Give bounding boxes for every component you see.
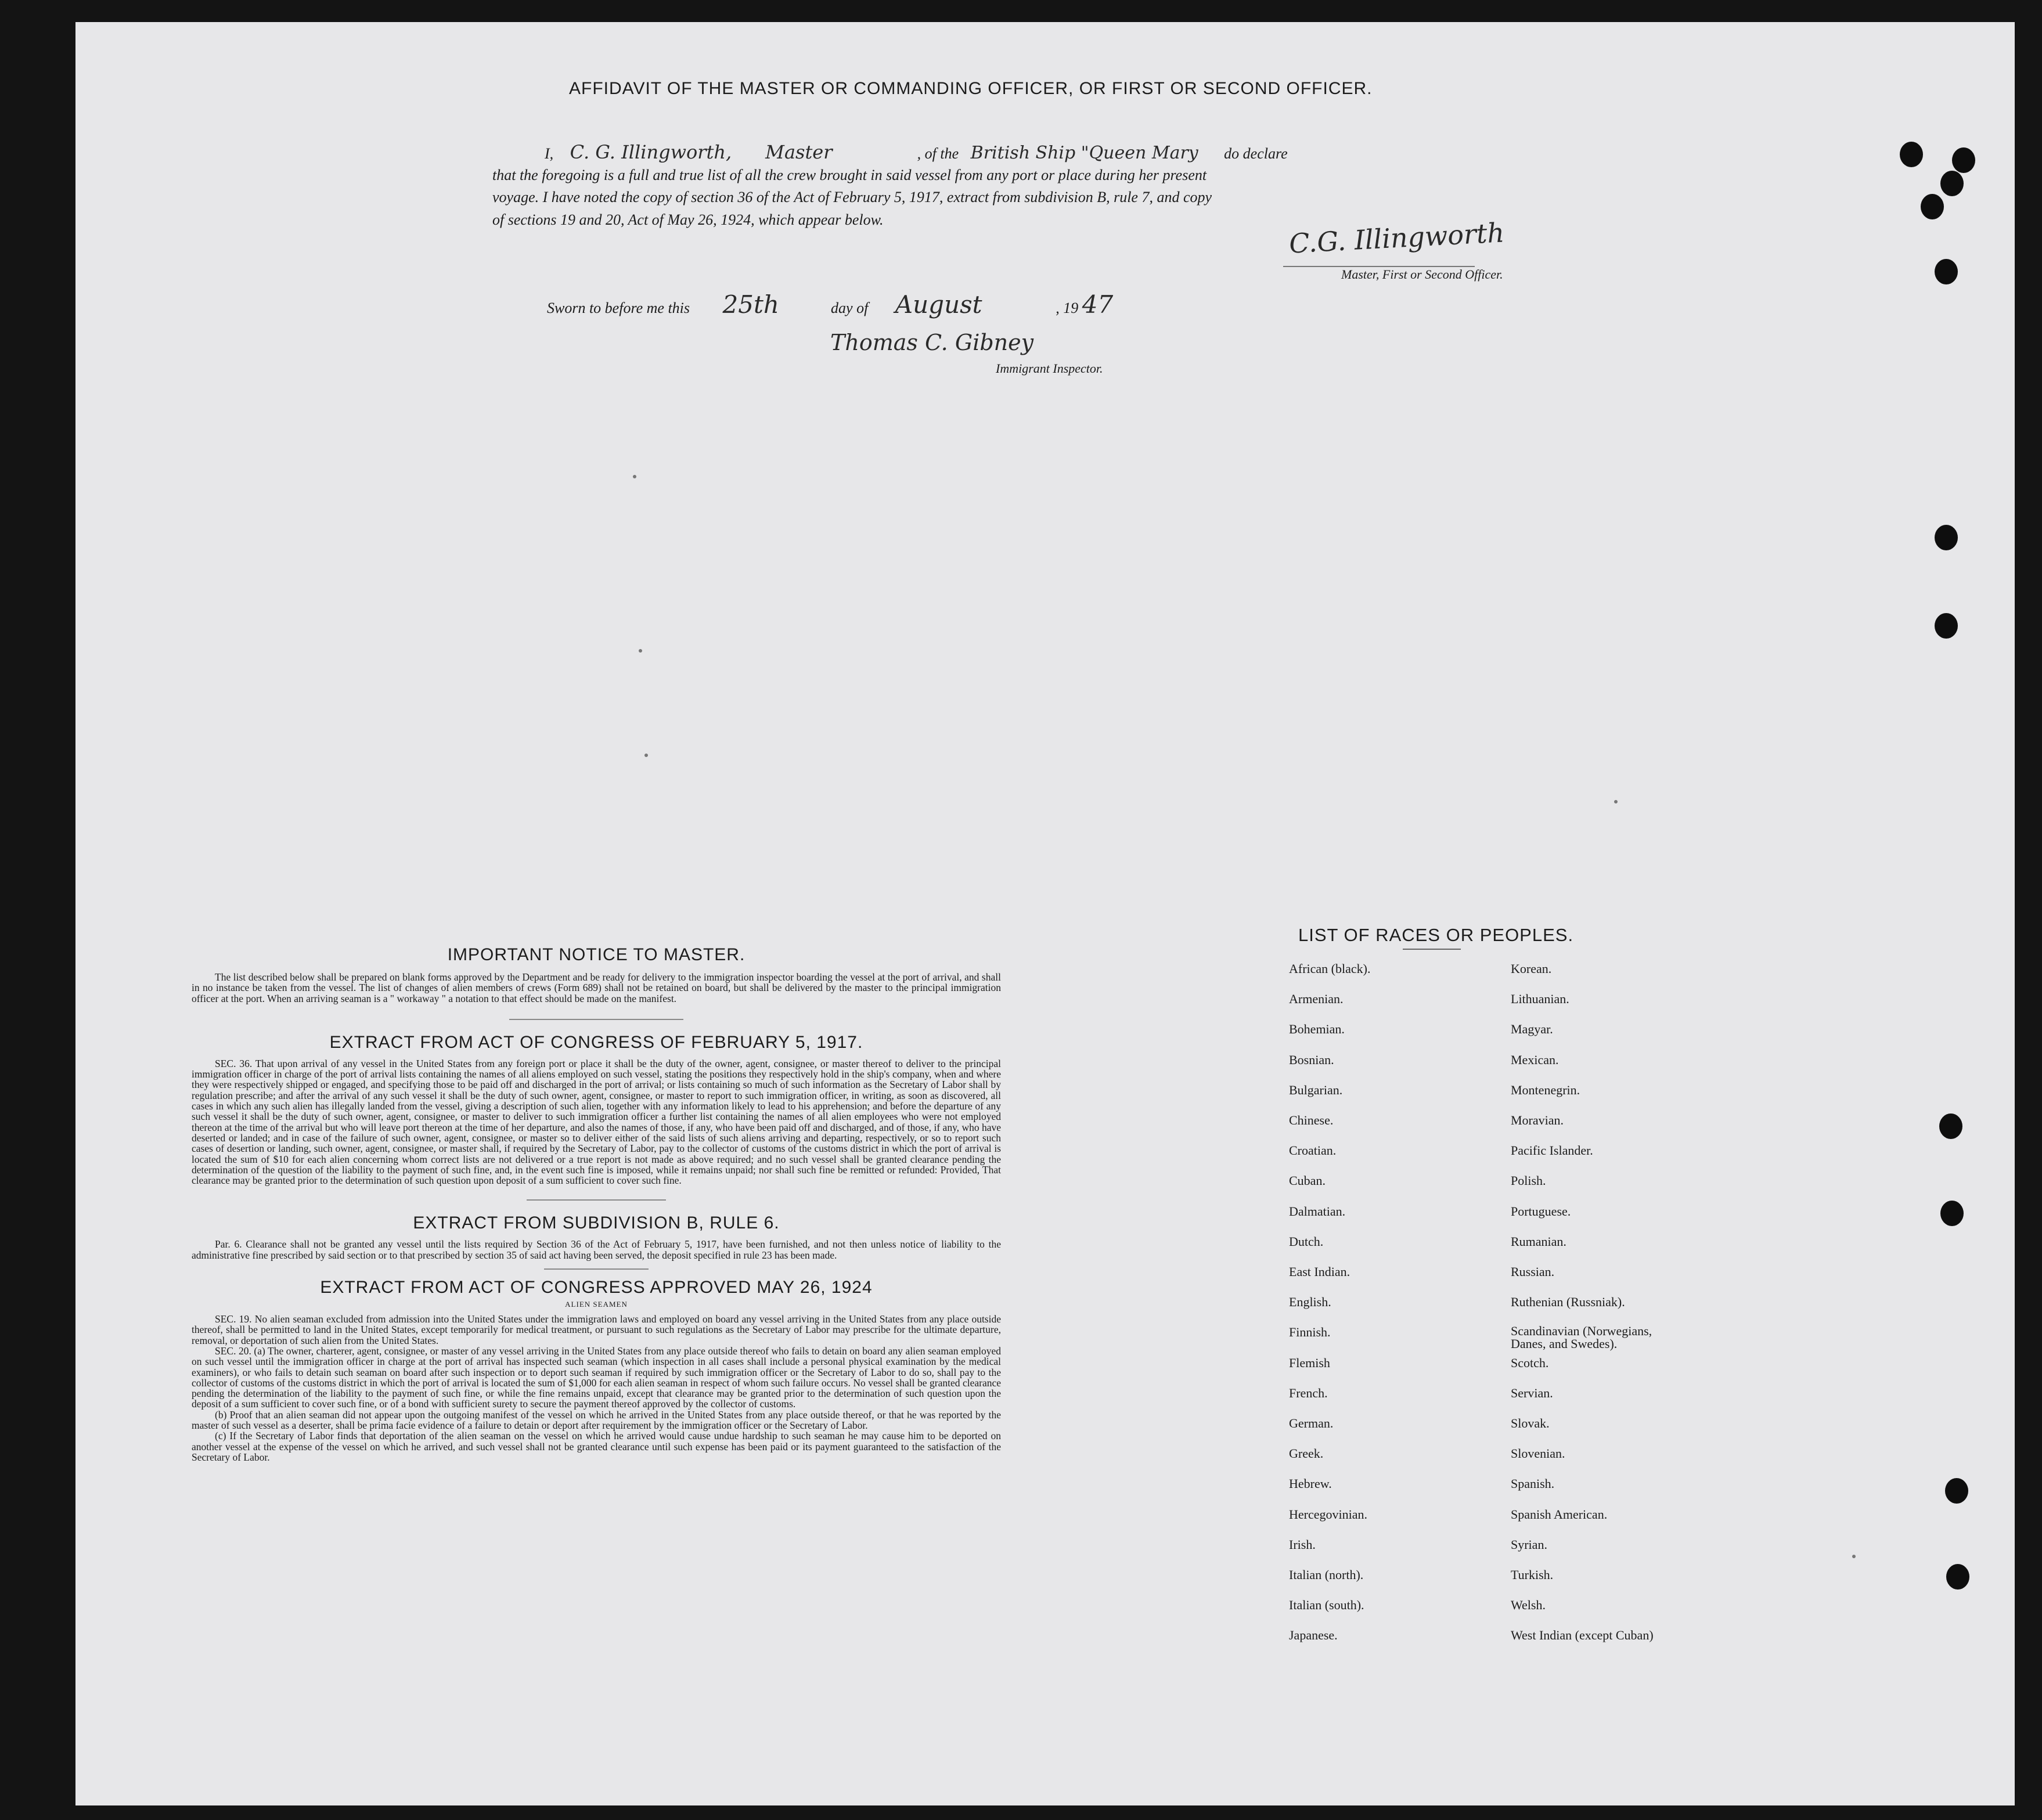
punch-hole (1952, 147, 1975, 173)
notice-paragraph: The list described below shall be prepared on blank forms approved by the Department and be ready for delivery to the immigration inspector boarding the vessel at the port of arrival, and shall in no instance be taken from the vessel. The list of changes of alien members of crews (Form 689) shall not be retained on board, but shall be delivered by the master to the principal immigration officer at the port. When an arriving seaman is a " workaway " a notation to that effect should be made on the manifest. (192, 971, 1001, 1004)
race-item-left: Greek. (1289, 1446, 1324, 1461)
race-item-left: Croatian. (1289, 1143, 1337, 1158)
subdivision-b-paragraph: Par. 6. Clearance shall not be granted any vessel until the lists required by Section 36 of the Act of February 5, 1917, have been furnished, and not then unless notice of liability to the administrative fine prescribed by said section or to that prescribed by section 35 of said act having been served, the deposit specified in rule 23 has been made. (192, 1238, 1001, 1261)
divider-2 (527, 1199, 666, 1201)
sworn-line (547, 290, 1113, 319)
race-item-right: Russian. (1511, 1264, 1555, 1279)
race-item-left: East Indian. (1289, 1264, 1350, 1279)
races-title: LIST OF RACES OR PEOPLES. (1298, 925, 1574, 945)
notice-text (192, 972, 1001, 1004)
stray-mark (1852, 1555, 1856, 1558)
punch-hole (1946, 1564, 1969, 1590)
extract-1917-title: EXTRACT FROM ACT OF CONGRESS OF FEBRUARY 5, 1917. (329, 1032, 863, 1052)
do-declare-label: do declare (1224, 145, 1288, 162)
extract-1917-text (192, 1058, 1001, 1186)
sec-19-paragraph: SEC. 19. No alien seaman excluded from admission into the United States under the immigration laws and employed on board any vessel arriving in the United States from any place outside thereof, shall be permitted to land in the United States, except temporarily for medical treatment, or pursuant to such regulations as the Secretary of Labor may prescribe for the ultimate departure, removal, or deportation of such alien from the United States. (192, 1313, 1001, 1346)
race-item-right: Moravian. (1511, 1113, 1564, 1127)
race-item-right: Slovenian. (1511, 1446, 1565, 1461)
race-item-right: Spanish. (1511, 1476, 1555, 1491)
race-item-right: Slovak. (1511, 1416, 1550, 1430)
race-item-left: French. (1289, 1385, 1328, 1400)
punch-hole (1945, 1478, 1968, 1504)
race-item-left: Flemish (1289, 1355, 1330, 1370)
races-title-underline (1403, 949, 1461, 950)
affidavit-title: AFFIDAVIT OF THE MASTER OR COMMANDING OFFICER, OR FIRST OR SECOND OFFICER. (569, 79, 1373, 98)
notice-title: IMPORTANT NOTICE TO MASTER. (447, 945, 746, 964)
punch-hole (1900, 142, 1923, 167)
sworn-label: Sworn to before me this (547, 300, 690, 316)
rank-handwritten: Master (765, 141, 833, 163)
race-item-left: German. (1289, 1416, 1334, 1430)
year-printed: , 19 (1056, 300, 1079, 316)
extract-1924-subtitle: ALIEN SEAMEN (565, 1300, 628, 1309)
affidavit-line-2: that the foregoing is a full and true list of all the crew brought in said vessel from any port or place during her present (492, 167, 1207, 183)
race-item-right: Scotch. (1511, 1355, 1549, 1370)
of-the-label: , of the (917, 145, 959, 162)
race-item-left: Irish. (1289, 1537, 1316, 1552)
punch-hole (1935, 259, 1958, 284)
extract-1917-paragraph: SEC. 36. That upon arrival of any vessel in the United States from any foreign port or place it shall be the duty of the owner, agent, consignee, or master thereof to deliver to the principal immigration officer in charge of the port of arrival lists containing the names of all aliens employed on such vessel, stating the positions they respectively hold in the ship's company, when and where they were respectively shipped or engaged, and specifying those to be paid off and discharged in the port of arrival; or lists containing so much of such information as the Secretary of Labor shall by regulation prescribe; and after the arrival of any such vessel it shall be the duty of such owner, agent, consignee, or master to report to such immigration officer, in writing, as soon as discovered, all cases in which any such alien has illegally landed from the vessel, giving a description of such alien, together with any information likely to lead to his apprehension; and before the departure of any such vessel it shall be the duty of such owner, agent, consignee, or master to deliver to such immigration officer a further list containing the names of all alien employees who were not employed thereon at the time of the arrival but who will leave port thereon at the time of her departure, and also the names of those, if any, who have been paid off and discharged, and of those, if any, who have deserted or landed; and in case of the failure of such owner, agent, consignee, or master so to deliver either of the said lists of such aliens arriving and departing, respectively, or so to report such cases of desertion or landing, such owner, agent, consignee, or master shall, if required by the Secretary of Labor, pay to the collector of customs of the customs district in which the port of arrival is located the sum of $10 for each alien concerning whom correct lists are not delivered or a true report is not made as above required; and no such vessel shall be granted clearance pending the determination of the question of the liability to the payment of such fine, and, in the event such fine is imposed, while it remains unpaid; nor shall such fine be remitted or refunded: Provided, That clearance may be granted prior to the determination of such question upon deposit of a sum sufficient to cover such fine. (192, 1057, 1001, 1187)
affidavit-line-1 (545, 141, 1288, 163)
race-item-left: English. (1289, 1295, 1331, 1310)
sworn-month-handwritten: August (895, 290, 982, 319)
punch-hole (1939, 1113, 1962, 1139)
race-item-left: Italian (south). (1289, 1598, 1364, 1613)
race-item-left: Finnish. (1289, 1325, 1331, 1340)
race-item-right: Portuguese. (1511, 1203, 1571, 1219)
race-item-right: Montenegrin. (1511, 1082, 1580, 1097)
year-handwritten: 47 (1082, 290, 1114, 319)
race-item-left: Hebrew. (1289, 1476, 1332, 1491)
race-item-right: Mexican. (1511, 1052, 1559, 1067)
stray-mark (644, 754, 648, 757)
declarant-name-handwritten: C. G. Illingworth, (570, 141, 732, 163)
race-item-right: Lithuanian. (1511, 992, 1569, 1007)
race-item-right: Turkish. (1511, 1567, 1554, 1582)
race-item-right: Ruthenian (Russniak). (1511, 1295, 1625, 1310)
race-item-right: Pacific Islander. (1511, 1143, 1593, 1158)
punch-hole (1940, 171, 1964, 196)
race-item-right: Korean. (1511, 961, 1552, 976)
race-item-right: West Indian (except Cuban) (1511, 1628, 1654, 1643)
prefix-i: I, (545, 145, 554, 162)
document-page (75, 22, 2015, 1805)
race-item-right: Spanish American. (1511, 1507, 1608, 1522)
race-item-left: Bohemian. (1289, 1022, 1345, 1037)
affidavit-line-4: of sections 19 and 20, Act of May 26, 1924, which appear below. (492, 211, 884, 228)
race-item-right: Rumanian. (1511, 1234, 1566, 1249)
subdivision-b-title: EXTRACT FROM SUBDIVISION B, RULE 6. (413, 1213, 780, 1233)
race-item-right: Servian. (1511, 1385, 1553, 1400)
inspector-caption: Immigrant Inspector. (996, 361, 1103, 376)
divider-3 (544, 1268, 649, 1270)
master-signature: C.G. Illingworth (1288, 217, 1506, 260)
race-item-right: Magyar. (1511, 1022, 1553, 1037)
punch-hole (1935, 613, 1958, 639)
race-item-left: Dutch. (1289, 1234, 1324, 1249)
race-item-left: Cuban. (1289, 1173, 1326, 1188)
inspector-signature: Thomas C. Gibney (830, 330, 1034, 355)
sec-20a-paragraph: SEC. 20. (a) The owner, charterer, agent, consignee, or master of any vessel arriving in the United States from any place outside thereof who fails to detain on board any alien seaman employed on such vessel until the immigration officer in charge at the port of arrival has inspected such seaman (which inspection in all cases shall include a personal physical examination by the medical examiners), or who fails to detain such seaman on board after such inspection or to deport such seaman if required by such immigration officer or the Secretary of Labor to do so, shall pay to the collector of customs of the customs district in which the port of arrival is located the sum of $1,000 for each alien seaman in respect of whom such failure occurs. No vessel shall be granted clearance pending the determination of the liability to the payment of such fine, or while the fine remains unpaid, except that clearance may be granted prior to the determination of such question upon the deposit of a sum sufficient to cover such fine, or of a bond with sufficient surety to secure the payment thereof approved by the collector of customs. (192, 1345, 1001, 1410)
race-item-left: Armenian. (1289, 992, 1344, 1007)
stray-mark (639, 649, 642, 653)
stray-mark (1614, 800, 1618, 803)
punch-hole (1935, 525, 1958, 550)
race-item-right: Scandinavian (Norwegians, Danes, and Swedes). (1511, 1324, 1652, 1352)
race-item-left: Bosnian. (1289, 1052, 1334, 1067)
race-item-left: African (black). (1289, 961, 1371, 976)
race-item-left: Italian (north). (1289, 1567, 1364, 1582)
legal-notices-column (192, 945, 1001, 1462)
race-item-left: Japanese. (1289, 1628, 1338, 1643)
punch-hole (1940, 1201, 1964, 1226)
sworn-day-handwritten: 25th (722, 290, 779, 319)
sec-20c-paragraph: (c) If the Secretary of Labor finds that deportation of the alien seaman on the vessel on which he arrived would cause undue hardship to such seaman he may cause him to be deported on another vessel at the expense of the vessel on which he arrived, and such vessel shall not be granted clearance until such expense has been paid or its payment guaranteed to the satisfaction of the Secretary of Labor. (192, 1430, 1001, 1463)
ship-name-handwritten: British Ship "Queen Mary (970, 143, 1198, 163)
subdivision-b-text (192, 1239, 1001, 1260)
race-item-right: Welsh. (1511, 1598, 1546, 1613)
punch-hole (1921, 194, 1944, 219)
sec-20b-paragraph: (b) Proof that an alien seaman did not appear upon the outgoing manifest of the vessel on which he arrived in the United States from any place outside thereof, or that he was reported by the master of such vessel as a deserter, shall be prima facie evidence of a failure to detain or deport after requirement by the immigration officer or the Secretary of Labor. (192, 1408, 1001, 1432)
master-signature-caption: Master, First or Second Officer. (1341, 267, 1503, 282)
race-item-left: Hercegovinian. (1289, 1507, 1367, 1522)
affidavit-line-3: voyage. I have noted the copy of section 36 of the Act of February 5, 1917, extract from subdivision B, rule 7, and copy (492, 189, 1212, 206)
extract-1924-text (192, 1314, 1001, 1462)
extract-1924-title: EXTRACT FROM ACT OF CONGRESS APPROVED MAY 26, 1924 (320, 1278, 873, 1298)
race-item-left: Dalmatian. (1289, 1203, 1346, 1219)
divider-1 (509, 1019, 683, 1020)
race-item-right: Polish. (1511, 1173, 1546, 1188)
race-item-right: Syrian. (1511, 1537, 1547, 1552)
day-of-label: day of (831, 300, 869, 316)
race-item-left: Bulgarian. (1289, 1082, 1343, 1097)
race-item-left: Chinese. (1289, 1113, 1334, 1127)
stray-mark (633, 475, 636, 478)
